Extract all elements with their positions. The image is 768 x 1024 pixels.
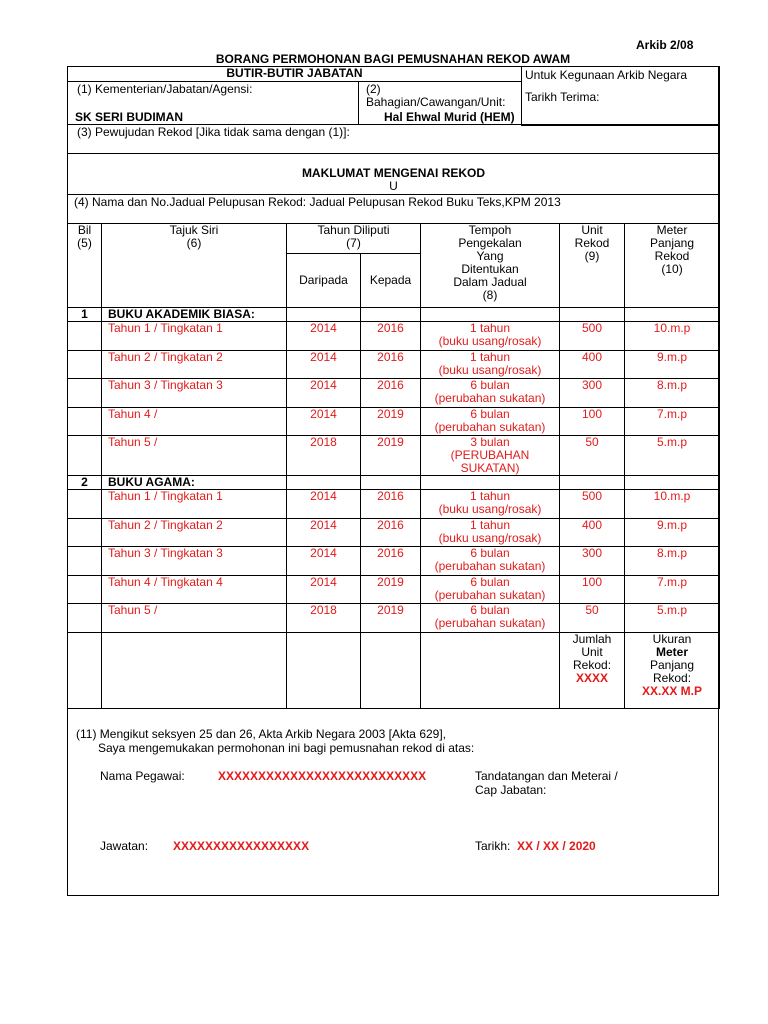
row-unit: 400 xyxy=(560,518,625,547)
totals-empty-tempoh xyxy=(421,632,560,708)
row-tempoh xyxy=(421,518,560,547)
row-meter: 7.m.p xyxy=(625,407,720,436)
col-unit-line: Unit xyxy=(581,223,603,237)
jumlah-unit-lines xyxy=(560,633,624,672)
row-unit: 500 xyxy=(560,322,625,351)
field2-label: (2) Bahagian/Cawangan/Unit: xyxy=(366,82,506,109)
field3-cell: (3) Pewujudan Rekod [Jika tidak sama dengan (1)]: xyxy=(68,125,720,154)
row-daripada: 2014 xyxy=(287,547,361,576)
col-unit-header xyxy=(560,224,625,308)
row-tajuk: Tahun 5 / xyxy=(102,436,287,476)
maklumat-header xyxy=(68,154,720,195)
row-kepada: 2019 xyxy=(361,407,421,436)
row-tempoh xyxy=(421,604,560,633)
declaration-line2: Saya mengemukakan permohonan ini bagi pemusnahan rekod di atas: xyxy=(98,741,475,755)
row-unit: 500 xyxy=(560,490,625,519)
group-empty-cell xyxy=(560,476,625,490)
row-tajuk: Tahun 2 / Tingkatan 2 xyxy=(102,350,287,379)
row-bil xyxy=(68,490,102,519)
table-row xyxy=(68,350,720,379)
row-meter: 5.m.p xyxy=(625,604,720,633)
row-kepada: 2019 xyxy=(361,436,421,476)
jawatan-value: XXXXXXXXXXXXXXXXX xyxy=(173,839,310,853)
jumlah-unit-line: Unit xyxy=(581,644,603,659)
jawatan-label: Jawatan: xyxy=(100,839,149,853)
col-meter-line: (10) xyxy=(661,262,683,276)
table-row xyxy=(68,547,720,576)
col-tempoh-line: (8) xyxy=(482,288,498,302)
group-empty-cell xyxy=(421,476,560,490)
row-unit: 100 xyxy=(560,575,625,604)
totals-empty-daripada xyxy=(287,632,361,708)
col-bil-header xyxy=(68,224,102,308)
field1-cell xyxy=(68,82,359,125)
row-meter: 10.m.p xyxy=(625,322,720,351)
group-empty-cell xyxy=(421,308,560,322)
col-tajuk-number: (6) xyxy=(186,236,202,250)
row-daripada: 2014 xyxy=(287,322,361,351)
nama-label: Nama Pegawai: xyxy=(100,769,185,783)
col-tempoh-line: Yang xyxy=(476,249,504,263)
table-row xyxy=(68,407,720,436)
row-tempoh xyxy=(421,490,560,519)
col-daripada-header: Daripada xyxy=(287,254,361,308)
row-tempoh xyxy=(421,322,560,351)
col-tempoh-line: Dalam Jadual xyxy=(453,275,527,289)
col-meter-header xyxy=(625,224,720,308)
tarikh-label: Tarikh: xyxy=(475,839,511,853)
row-tajuk: Tahun 4 / xyxy=(102,407,287,436)
col-meter-line: Panjang xyxy=(649,236,695,250)
row-bil xyxy=(68,604,102,633)
col-unit-lines xyxy=(560,224,624,263)
row-meter: 10.m.p xyxy=(625,490,720,519)
ukuran-line: Panjang xyxy=(649,657,695,672)
ukuran-meter-cell xyxy=(625,632,720,708)
maklumat-underline-mark: U xyxy=(389,179,398,193)
table-row xyxy=(68,575,720,604)
row-kepada: 2016 xyxy=(361,490,421,519)
maklumat-title: MAKLUMAT MENGENAI REKOD xyxy=(301,166,486,180)
row-tempoh-line: (perubahan sukatan) xyxy=(434,419,546,434)
nama-value: XXXXXXXXXXXXXXXXXXXXXXXXXX xyxy=(218,769,427,783)
col-meter-line: Rekod xyxy=(654,249,690,263)
row-daripada: 2018 xyxy=(287,436,361,476)
row-tempoh-line: 6 bulan xyxy=(470,575,510,589)
group-empty-cell xyxy=(361,308,421,322)
row-unit: 50 xyxy=(560,436,625,476)
ukuran-line1: Ukuran xyxy=(652,632,692,646)
col-tahun-label: Tahun Diliputi xyxy=(317,223,390,237)
tandatangan-line2: Cap Jabatan: xyxy=(475,783,547,797)
col-tempoh-line: Tempoh xyxy=(468,223,512,237)
row-tempoh-line: (buku usang/rosak) xyxy=(438,362,542,377)
row-tajuk: Tahun 2 / Tingkatan 2 xyxy=(102,518,287,547)
group-empty-cell xyxy=(625,308,720,322)
field1-value: SK SERI BUDIMAN xyxy=(75,110,184,124)
col-unit-line: (9) xyxy=(584,249,600,263)
table-row xyxy=(68,379,720,408)
row-bil xyxy=(68,407,102,436)
row-bil xyxy=(68,575,102,604)
row-unit: 300 xyxy=(560,379,625,408)
row-tajuk: Tahun 1 / Tingkatan 1 xyxy=(102,322,287,351)
row-meter: 9.m.p xyxy=(625,350,720,379)
records-table xyxy=(67,223,720,709)
col-unit-line: Rekod xyxy=(574,236,610,250)
row-tajuk: Tahun 1 / Tingkatan 1 xyxy=(102,490,287,519)
row-daripada: 2014 xyxy=(287,518,361,547)
totals-empty-kepada xyxy=(361,632,421,708)
ukuran-line: Rekod: xyxy=(653,670,692,685)
col-tahun-number: (7) xyxy=(346,236,361,250)
col-bil-number: (5) xyxy=(77,236,92,250)
field2-cell xyxy=(359,82,522,125)
group-empty-cell xyxy=(625,476,720,490)
col-tajuk-header xyxy=(102,224,287,308)
arkib-use-label: Untuk Kegunaan Arkib Negara xyxy=(525,68,688,82)
row-meter: 8.m.p xyxy=(625,547,720,576)
row-tempoh-line: (buku usang/rosak) xyxy=(438,334,542,348)
col-tajuk-label: Tajuk Siri xyxy=(169,223,219,237)
field1-label: (1) Kementerian/Jabatan/Agensi: xyxy=(77,82,253,96)
jabatan-table xyxy=(67,66,720,126)
row-kepada: 2016 xyxy=(361,379,421,408)
tarikh-terima-label: Tarikh Terima: xyxy=(525,90,600,104)
declaration-line1: (11) Mengikut seksyen 25 dan 26, Akta Arkib Negara 2003 [Akta 629], xyxy=(76,727,447,741)
row-meter: 7.m.p xyxy=(625,575,720,604)
row-tempoh-line: 6 bulan xyxy=(470,546,510,560)
table-row xyxy=(68,490,720,519)
row-daripada: 2014 xyxy=(287,490,361,519)
row-bil xyxy=(68,436,102,476)
row-tempoh-line: (perubahan sukatan) xyxy=(434,616,546,630)
form-code: Arkib 2/08 xyxy=(636,38,694,52)
table-row xyxy=(68,518,720,547)
col-meter-line: Meter xyxy=(656,223,688,237)
row-tempoh-line: (buku usang/rosak) xyxy=(438,502,542,516)
row-tajuk: Tahun 4 / Tingkatan 4 xyxy=(102,575,287,604)
col-tempoh-lines xyxy=(421,224,559,302)
row-tempoh-line: 1 tahun xyxy=(469,350,511,364)
row-tempoh-line: 6 bulan xyxy=(470,378,510,392)
row-bil xyxy=(68,322,102,351)
jumlah-unit-line: Jumlah xyxy=(572,632,612,646)
row-meter: 5.m.p xyxy=(625,436,720,476)
row-tempoh-line: 6 bulan xyxy=(470,407,510,421)
group-bil: 2 xyxy=(68,476,102,490)
row-kepada: 2016 xyxy=(361,547,421,576)
row-tempoh xyxy=(421,407,560,436)
ukuran-meter-value: XX.XX M.P xyxy=(642,683,703,698)
col-bil-label: Bil xyxy=(77,223,92,237)
totals-empty-tajuk xyxy=(102,632,287,708)
row-tempoh-line: 1 tahun xyxy=(469,321,511,335)
row-kepada: 2019 xyxy=(361,604,421,633)
tarikh-value: XX / XX / 2020 xyxy=(517,839,596,853)
group-empty-cell xyxy=(560,308,625,322)
row-meter: 8.m.p xyxy=(625,379,720,408)
group-empty-cell xyxy=(287,476,361,490)
row-bil xyxy=(68,350,102,379)
arkib-use-cell xyxy=(522,67,720,126)
row-daripada: 2014 xyxy=(287,350,361,379)
row-tempoh-line: 1 tahun xyxy=(469,489,511,503)
jumlah-unit-value: XXXX xyxy=(576,670,609,685)
row-kepada: 2019 xyxy=(361,575,421,604)
col-tempoh-header xyxy=(421,224,560,308)
row-bil xyxy=(68,547,102,576)
group-header-row xyxy=(68,476,720,490)
row-tajuk: Tahun 3 / Tingkatan 3 xyxy=(102,379,287,408)
row-daripada: 2018 xyxy=(287,604,361,633)
table-row xyxy=(68,604,720,633)
group-name: BUKU AGAMA: xyxy=(102,476,287,490)
group-empty-cell xyxy=(287,308,361,322)
row-tajuk: Tahun 5 / xyxy=(102,604,287,633)
field2-value: Hal Ehwal Murid (HEM) xyxy=(384,110,515,124)
row-tempoh-line: (PERUBAHAN xyxy=(450,448,530,462)
row-tempoh-line: SUKATAN) xyxy=(460,461,520,475)
row-unit: 300 xyxy=(560,547,625,576)
row-tempoh-line: (perubahan sukatan) xyxy=(434,559,546,573)
jumlah-unit-line: Rekod: xyxy=(573,657,612,672)
col-meter-lines xyxy=(625,224,719,276)
row-tempoh xyxy=(421,379,560,408)
form-title: BORANG PERMOHONAN BAGI PEMUSNAHAN REKOD AWAM xyxy=(215,52,571,66)
row-meter: 9.m.p xyxy=(625,518,720,547)
row-tempoh-line: 3 bulan xyxy=(470,435,510,449)
row-bil xyxy=(68,518,102,547)
row-tempoh-line: (buku usang/rosak) xyxy=(438,530,542,545)
row-kepada: 2016 xyxy=(361,322,421,351)
ukuran-meter-bold: Meter xyxy=(656,644,689,659)
row-daripada: 2014 xyxy=(287,575,361,604)
row-kepada: 2016 xyxy=(361,350,421,379)
row-tempoh xyxy=(421,436,560,476)
row-tempoh-line: 1 tahun xyxy=(469,518,511,532)
row-tempoh-line: 6 bulan xyxy=(470,603,510,617)
row-unit: 100 xyxy=(560,407,625,436)
table-row xyxy=(68,436,720,476)
ukuran-lines xyxy=(625,659,719,685)
group-name: BUKU AKADEMIK BIASA: xyxy=(102,308,287,322)
col-tahun-header xyxy=(287,224,421,254)
group-empty-cell xyxy=(361,476,421,490)
row-daripada: 2014 xyxy=(287,379,361,408)
col-tempoh-line: Pengekalan xyxy=(458,236,522,250)
row-kepada: 2016 xyxy=(361,518,421,547)
row-tajuk: Tahun 3 / Tingkatan 3 xyxy=(102,547,287,576)
totals-empty-bil xyxy=(68,632,102,708)
jumlah-unit-cell xyxy=(560,632,625,708)
row-bil xyxy=(68,379,102,408)
maklumat-table xyxy=(67,124,720,224)
row-tempoh xyxy=(421,350,560,379)
tandatangan-line1: Tandatangan dan Meterai / xyxy=(475,769,618,783)
group-header-row xyxy=(68,308,720,322)
col-tempoh-line: Ditentukan xyxy=(461,262,519,276)
declaration-section xyxy=(67,715,719,896)
field4-cell: (4) Nama dan No.Jadual Pelupusan Rekod: Jadual Pelupusan Rekod Buku Teks,KPM 2013 xyxy=(68,195,720,224)
row-daripada: 2014 xyxy=(287,407,361,436)
row-tempoh xyxy=(421,575,560,604)
group-bil: 1 xyxy=(68,308,102,322)
table-row xyxy=(68,322,720,351)
row-tempoh-line: (perubahan sukatan) xyxy=(434,391,546,405)
row-tempoh xyxy=(421,547,560,576)
row-unit: 50 xyxy=(560,604,625,633)
row-unit: 400 xyxy=(560,350,625,379)
row-tempoh-line: (perubahan sukatan) xyxy=(434,587,546,602)
section-title: BUTIR-BUTIR JABATAN xyxy=(68,67,522,82)
col-kepada-header: Kepada xyxy=(361,254,421,308)
